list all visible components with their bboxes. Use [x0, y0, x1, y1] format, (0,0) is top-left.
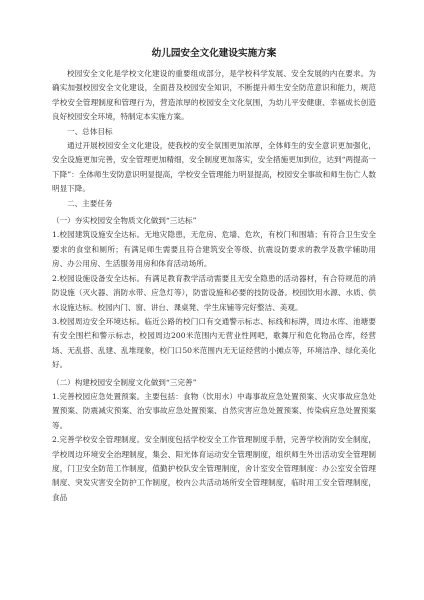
subsection2-item: 1.完善校园应急处置预案。主要包括：食物（饮用水）中毒事故应急处置预案、火灾事故应急处置预案、防震减灾预案、治安事故应急处置预案、自然灾害应急处置预案、传染病应急处置预案等。 [52, 391, 376, 430]
subsection2-heading: （二）构建校园安全制度文化做到“三完善” [52, 377, 197, 387]
section1-paragraph: 通过开展校园安全文化建设，使我校的安全氛围更加浓厚，全体师生的安全意识更加强化，安全设施更加完善，安全管理更加精细，安全制度更加落实，安全措施更加到位，达到“两提高一下降”：全体师生安防意识明显提高，学校安全管理能力明显提高，校园安全事故和师生伤亡人数明显下降。 [52, 141, 376, 194]
section1-heading: 一、总体目标 [67, 126, 113, 136]
subsection1-heading: （一）夯实校园安全物质文化做到“三达标” [52, 216, 197, 226]
document-title: 幼儿园安全文化建设实施方案 [151, 48, 277, 59]
subsection1-item: 1.校园建筑设施安全达标。无地灾隐患，无危房、危墙、危坎，有校门和围墙；有符合卫生安全要求的食堂和厕所；有满足师生需要且符合建筑安全等级、抗震设防要求的教学及教学辅助用房、办公用房、生活服务用房和体育活动场所。 [52, 230, 376, 269]
intro-paragraph: 校园安全文化是学校文化建设的重要组成部分，是学校科学发展、安全发展的内在要求。为确实加强校园安全文化建设，全面普及校园安全知识，不断提升师生安全防范意识和能力，规范学校安全管理制度和管理行为，营造浓厚的校园安全文化氛围，为幼儿平安健康、幸福成长创造良好校园安全环境，特制定本实施方案。 [52, 69, 376, 122]
subsection1-item: 2.校园设施设备安全达标。有满足教育教学活动需要且无安全隐患的活动器材，有合符规范的消防设施（灭火器、消防水带、应急灯等），防雷设施和必要的技防设备。校园饮用水源、水质、供水设施达标。校园内门、窗、讲台、课桌凳、学生床铺等完好整洁、美观。 [52, 273, 376, 312]
section2-heading: 二、主要任务 [67, 198, 113, 208]
subsection1-item: 3.校园周边安全环境达标。临近公路的校门口有交通警示标志、标线和标牌，周边水库、池塘要有安全围栏和警示标志，校园周边200米范围内无营业性网吧，歌舞厅和危化物品仓库，经营场、无乱搭、乱建、乱堆现象，校门口50米范围内无无证经营的小摊点等，环境洁净、绿化美化好。 [52, 316, 376, 370]
subsection2-item: 2.完善学校安全管理制度。安全制度包括学校安全工作管理制度手册，完善学校消防安全制度，学校周边环境安全治理制度，集会、阳光体育运动安全管理制度，组织师生外出活动安全管理制度，门卫安全防范工作制度，值勤护校队安全管理制度，舍计室安全管理制度：办公室安全管理制度、突发灾害安全防护工作制度，校内公共活动场所安全管理制度，临时用工安全管理制度，食品 [52, 435, 376, 502]
